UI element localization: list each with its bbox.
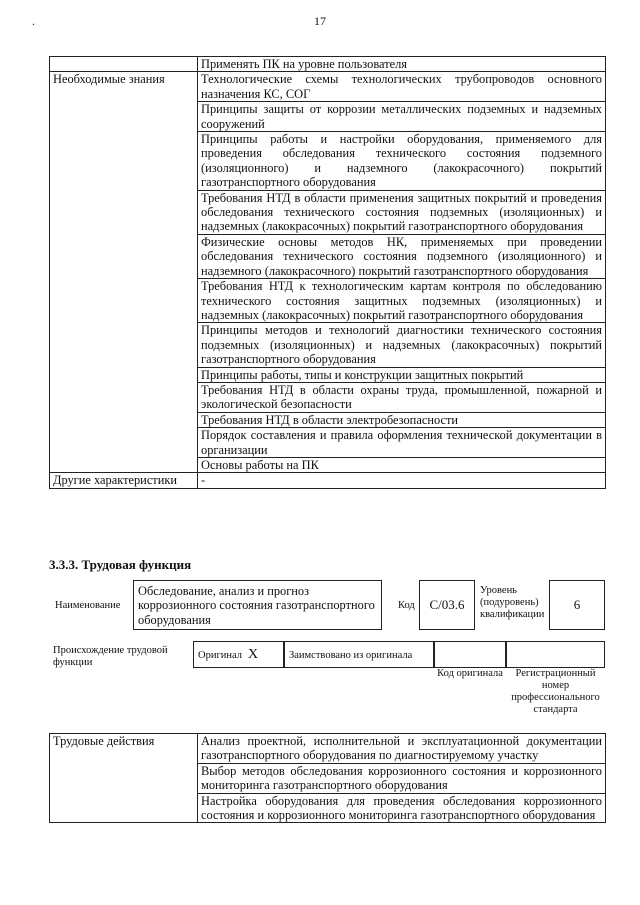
knowledge-table <box>49 56 606 489</box>
knowledge-label: Необходимые знания <box>50 72 198 473</box>
table-cell-label <box>50 57 198 72</box>
knowledge-item: Порядок составления и правила оформления технической документации в организации <box>198 428 606 458</box>
code-label: Код <box>398 600 415 611</box>
code-box: С/03.6 <box>419 580 475 630</box>
knowledge-item: Требования НТД к технологическим картам контроля по обследованию технического состояния защитных подземных (изоляционных) и надземных (лакокрасочных) покрытий газотранспортного оборудования <box>198 279 606 323</box>
knowledge-item: Принципы работы, типы и конструкции защитных покрытий <box>198 367 606 382</box>
reg-number-box <box>506 641 605 668</box>
original-box <box>193 641 284 668</box>
knowledge-item: Технологические схемы технологических трубопроводов основного назначения КС, СОГ <box>198 72 606 102</box>
table-cell-item: Применять ПК на уровне пользователя <box>198 57 606 72</box>
labor-action-item: Выбор методов обследования коррозионного состояния и коррозионного мониторинга газотранспортного оборудования <box>198 763 606 793</box>
labor-actions-table <box>49 733 606 823</box>
origin-label: Происхождение трудовой функции <box>53 645 168 668</box>
knowledge-item: Требования НТД в области электробезопасности <box>198 412 606 427</box>
original-mark: X <box>248 647 259 662</box>
table-row <box>50 72 606 102</box>
table-row <box>50 734 606 764</box>
labor-actions-label: Трудовые действия <box>50 734 198 823</box>
table-row <box>50 473 606 488</box>
original-label: Оригинал <box>198 650 242 661</box>
code-original-box <box>434 641 506 668</box>
knowledge-item: Принципы защиты от коррозии металлических подземных и надземных сооружений <box>198 102 606 132</box>
qualification-level-box: 6 <box>549 580 605 630</box>
reg-number-label: Регистрационный номер профессионального стандарта <box>511 668 600 715</box>
other-characteristics-value: - <box>198 473 606 488</box>
knowledge-item: Принципы работы и настройки оборудования, применяемого для проведения обследования технического состояния подземного (изоляционного) и надземного (лакокрасочного) покрытий газотранспортного оборудования <box>198 132 606 191</box>
labor-action-item: Анализ проектной, исполнительной и эксплуатационной документации газотранспортного оборудования по диагностируемому участку <box>198 734 606 764</box>
name-label: Наименование <box>55 600 121 611</box>
borrowed-box: Заимствовано из оригинала <box>284 641 434 668</box>
labor-action-item: Настройка оборудования для проведения обследования коррозионного состояния и коррозионного мониторинга газотранспортного оборудования <box>198 793 606 823</box>
scan-mark: . <box>32 14 35 28</box>
knowledge-item: Основы работы на ПК <box>198 457 606 472</box>
knowledge-item: Требования НТД в области применения защитных покрытий и проведения обследования технического состояния подземных (изоляционных) и надземных (лакокрасочных) покрытий газотранспортного оборудования <box>198 190 606 234</box>
knowledge-item: Физические основы методов НК, применяемых при проведении обследования технического состояния подземного (изоляционного) и надземного (лакокрасочного) покрытий газотранспортного оборудования <box>198 234 606 278</box>
other-characteristics-label: Другие характеристики <box>50 473 198 488</box>
page-number: 17 <box>314 14 326 28</box>
function-name-box: Обследование, анализ и прогноз коррозионного состояния газотранспортного оборудования <box>133 580 382 630</box>
qualification-level-label: Уровень (подуровень) квалификации <box>480 585 545 620</box>
section-heading: 3.3.3. Трудовая функция <box>49 557 192 572</box>
code-original-label: Код оригинала <box>437 668 503 679</box>
table-row <box>50 57 606 72</box>
knowledge-item: Требования НТД в области охраны труда, промышленной, пожарной и экологической безопасности <box>198 382 606 412</box>
knowledge-item: Принципы методов и технологий диагностики технического состояния подземных (изоляционных) и надземных (лакокрасочных) покрытий газотранспортного оборудования <box>198 323 606 367</box>
